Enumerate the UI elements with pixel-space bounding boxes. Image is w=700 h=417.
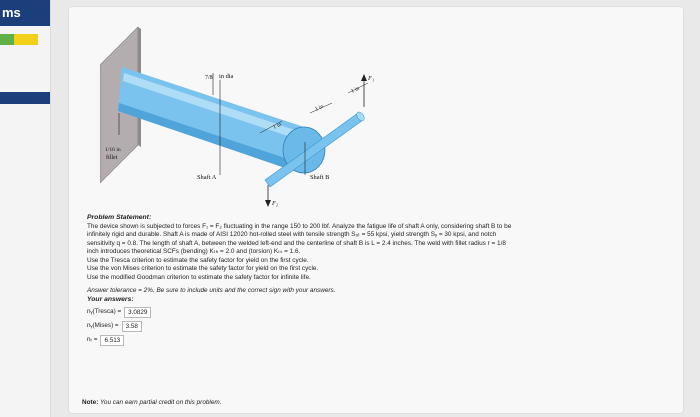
note-text: You can earn partial credit on this problem. — [98, 399, 222, 406]
problem-line-2: infinitely rigid and durable. Shaft A is made of AISI 12020 hot-rolled steel with tensile strength Sᵤₜ = 55 kpsi, yield strength Sᵧ = 30 kpsi, and notch — [87, 231, 497, 238]
shaft-b-label: Shaft B — [310, 174, 330, 181]
panel-header: ms — [0, 0, 50, 26]
answer-row-mises — [87, 321, 592, 332]
progress-tab[interactable] — [0, 34, 40, 45]
partial-credit-note — [82, 399, 222, 406]
answer-field-tresca[interactable]: 3.0829 — [124, 307, 151, 318]
force-f2-label: F₂ — [272, 200, 279, 207]
note-prefix: Note: — [82, 399, 99, 406]
fillet-label: fillet — [106, 155, 118, 161]
fillet-fraction-label: 1/16 in — [105, 147, 121, 153]
problem-line-4: inch introduces theoretical SCFs (bending) Kₜₕ = 2.0 and (torsion) Kₜₛ = 1.6. — [87, 248, 301, 255]
answer-field-mises[interactable]: 3.58 — [122, 321, 142, 332]
problem-line-5: Use the Tresca criterion to estimate the safety factor for yield on the first cycle. — [87, 256, 309, 264]
answer-label-fatigue: nᵣ = — [87, 336, 98, 344]
answer-row-fatigue — [87, 335, 592, 346]
problem-line-6: Use the von Mises criterion to estimate the safety factor for yield on the first cycle. — [87, 265, 319, 272]
length-label-3: 1 in — [350, 85, 361, 95]
answer-field-fatigue[interactable]: 6.513 — [100, 335, 124, 346]
left-panel — [0, 0, 51, 417]
tab-yellow-segment — [14, 34, 38, 45]
answer-label-tresca: nᵧ(Tresca) = — [87, 308, 122, 316]
answer-label-mises: nᵧ(Mises) = — [87, 322, 119, 330]
shaft-diagram — [100, 25, 405, 210]
answers-heading: Your answers: — [87, 295, 134, 303]
problem-line-7: Use the modified Goodman criterion to estimate the safety factor for infinite life. — [87, 273, 311, 281]
problem-content — [87, 214, 592, 346]
panel-accent-bar — [0, 92, 50, 104]
diameter-label: in dia — [219, 73, 234, 80]
problem-title: Problem Statement: — [87, 214, 152, 221]
length-label-2: 1 in — [314, 103, 325, 113]
tab-green-segment — [0, 34, 14, 45]
answer-row-tresca — [87, 307, 592, 318]
length-label-1: 1 in — [272, 121, 283, 131]
force-f1-label: F₁ — [368, 75, 375, 82]
problem-line-1: The device shown is subjected to forces F₁ = F₂ fluctuating in the range 150 to 200 lbf. Analyze the fatigue life of shaft A only, considering shaft B to be — [87, 222, 512, 230]
force-f2-arrowhead — [265, 200, 271, 207]
force-f1-arrowhead — [361, 74, 367, 81]
shaft-a-label: Shaft A — [197, 174, 217, 181]
diameter-fraction-label: 7/8 — [205, 75, 213, 81]
answer-tolerance: Answer tolerance = 2%. Be sure to include units and the correct sign with your answers. — [87, 287, 336, 294]
problem-line-3: sensitivity q = 0.8. The length of shaft A, between the welded left-end and the centerline of shaft B is L = 2.4 inches. The weld with fillet radius r = 1/8 — [87, 239, 506, 247]
